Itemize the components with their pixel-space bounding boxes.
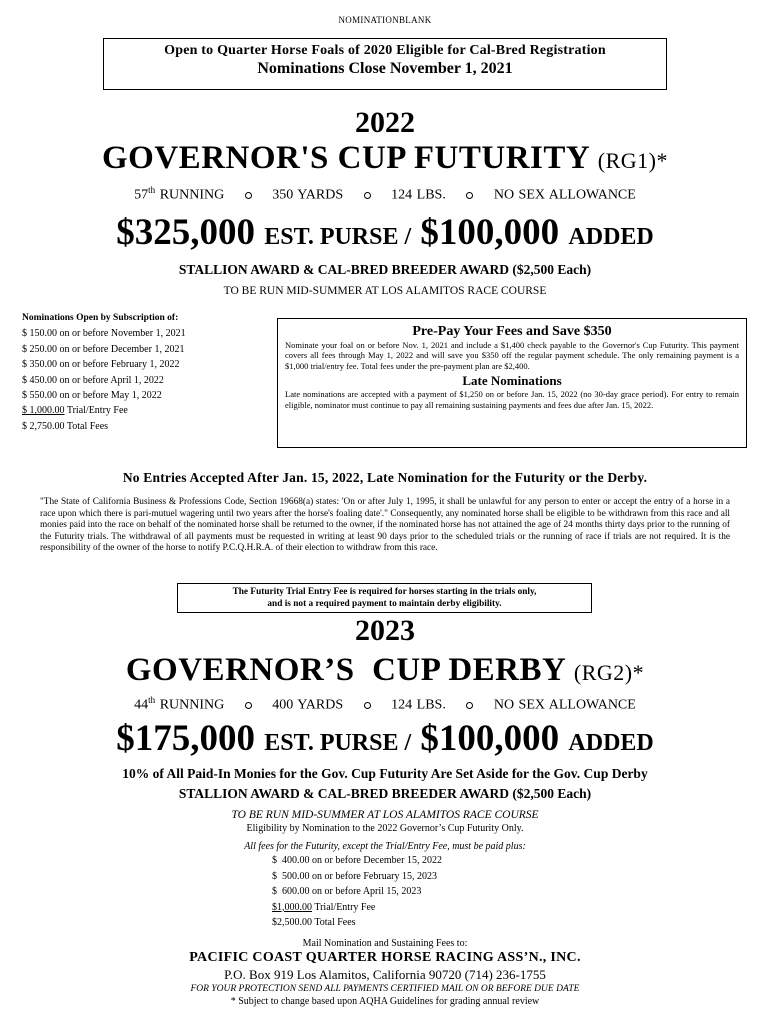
derby-eligibility: Eligibility by Nomination to the 2022 Governor’s Cup Futurity Only. bbox=[246, 823, 524, 834]
derby-name: GOVERNOR’S CUP DERBY bbox=[125, 652, 566, 688]
bullet-icon bbox=[245, 702, 252, 709]
late-nominations-text: Late nominations are accepted with a payment of $1,250 on or before Jan. 15, 2022 (no 30-day grace period). For entry to remain eligible, nominator must continue to pay all remaining sustaining payments and fees due after Jan. 15, 2022. bbox=[285, 389, 739, 410]
derby-distance: 400 YARDS bbox=[272, 697, 344, 713]
fee-item: $ 600.00 on or before April 15, 2023 bbox=[272, 886, 422, 898]
mail-line: Mail Nomination and Sustaining Fees to: bbox=[302, 938, 468, 949]
derby-set-aside: 10% of All Paid-In Monies for the Gov. Cup Futurity Are Set Aside for the Gov. Cup Derby bbox=[122, 766, 648, 781]
futurity-run-line: TO BE RUN MID-SUMMER AT LOS ALAMITOS RACE COURSE bbox=[223, 285, 547, 297]
futurity-purse-amount: $325,000 bbox=[116, 212, 255, 253]
futurity-weight: 124 LBS. bbox=[391, 187, 446, 203]
fees-heading: Nominations Open by Subscription of: bbox=[22, 313, 179, 323]
prepay-title: Pre-Pay Your Fees and Save $350 bbox=[412, 324, 612, 339]
fee-item: $ 450.00 on or before April 1, 2022 bbox=[22, 374, 164, 386]
form-tag: NOMINATIONBLANK bbox=[338, 15, 432, 25]
futurity-added-word: ADDED bbox=[568, 224, 654, 250]
prepay-text: Nominate your foal on or before Nov. 1, 2021 and include a $1,400 check payable to the Governor's Cup Futurity. This payment covers all fees through May 1, 2022 and will save you $350 off the regular payment schedule. The only remaining payment is a $1,000 trial/entry fee. Total fees under the pre-payment plan are $2,400. bbox=[285, 340, 739, 371]
futurity-fee-schedule bbox=[22, 311, 186, 434]
futurity-added-amount: $100,000 bbox=[420, 212, 560, 253]
open-line: Open to Quarter Horse Foals of 2020 Eligible for Cal-Bred Registration bbox=[164, 43, 606, 58]
futurity-purse bbox=[0, 211, 770, 254]
bullet-icon bbox=[364, 192, 371, 199]
derby-run-line: TO BE RUN MID-SUMMER AT LOS ALAMITOS RACE COURSE bbox=[231, 809, 539, 821]
bullet-icon bbox=[364, 702, 371, 709]
trial-fee-label: Trial/Entry Fee bbox=[66, 405, 128, 417]
derby-purse-amount: $175,000 bbox=[116, 718, 255, 759]
futurity-grade: (RG1)* bbox=[597, 148, 668, 173]
legal-text: "The State of California Business & Professions Code, Section 19668(a) states: 'On or after July 1, 1995, it shall be unlawful for any person to enter or accept the entry of a horse in a race upon which there is pari-mutuel wagering until two years after the horse's foaling date'." Consequently, any nominated horse shall be eligible to be withdrawn from this race and all monies paid into the race on behalf of the nominated horse shall be returned to the owner, if the nominated horse has not attained the age of 24 months thirty days prior to the running of the Futurity trials. The withdrawal of all payments must be requested in writing at least 90 days prior to the scheduled trials or the running of race if trials are not required. It is the responsibility of the owner of the horse to notify P.C.Q.H.R.A. of their election to withdraw from this race. bbox=[40, 497, 730, 554]
fee-item: $ 150.00 on or before November 1, 2021 bbox=[22, 328, 186, 340]
trial-fee-item bbox=[272, 900, 442, 916]
futurity-purse-mid: EST. PURSE / bbox=[264, 224, 412, 250]
derby-running-num: 44 bbox=[134, 697, 149, 713]
futurity-running-sup: th bbox=[148, 185, 156, 195]
derby-purse-mid: EST. PURSE / bbox=[264, 730, 412, 756]
trial-box-line2: and is not a required payment to maintain derby eligibility. bbox=[267, 599, 502, 609]
trial-fee-box bbox=[177, 583, 592, 613]
fee-item: $ 500.00 on or before February 15, 2023 bbox=[272, 870, 437, 882]
no-entries-notice: No Entries Accepted After Jan. 15, 2022, Late Nomination for the Futurity or the Derby. bbox=[122, 470, 648, 485]
trial-fee-label: Trial/Entry Fee bbox=[314, 901, 376, 913]
futurity-running-word: RUNNING bbox=[159, 187, 225, 203]
futurity-running-num: 57 bbox=[134, 187, 149, 203]
derby-award-line: STALLION AWARD & CAL-BRED BREEDER AWARD ($2,500 Each) bbox=[178, 786, 592, 801]
bullet-icon bbox=[466, 192, 473, 199]
open-to-box bbox=[103, 38, 667, 90]
futurity-distance: 350 YARDS bbox=[272, 187, 344, 203]
total-fees: $ 2,750.00 Total Fees bbox=[22, 420, 109, 432]
derby-title bbox=[0, 652, 770, 689]
futurity-year: 2022 bbox=[355, 106, 415, 139]
derby-fee-schedule bbox=[272, 853, 442, 931]
trial-box-line1: The Futurity Trial Entry Fee is required for horses starting in the trials only, bbox=[232, 587, 537, 597]
total-fees: $2,500.00 Total Fees bbox=[272, 917, 356, 929]
trial-fee-amount: $ 1,000.00 bbox=[22, 405, 65, 417]
derby-added-word: ADDED bbox=[568, 730, 654, 756]
late-nominations-title: Late Nominations bbox=[462, 373, 562, 389]
derby-fees-intro: All fees for the Futurity, except the Trial/Entry Fee, must be paid plus: bbox=[244, 841, 526, 852]
derby-grade: (RG2)* bbox=[573, 660, 645, 685]
bullet-icon bbox=[466, 702, 473, 709]
trial-fee-item bbox=[22, 403, 186, 418]
futurity-award-line: STALLION AWARD & CAL-BRED BREEDER AWARD ($2,500 Each) bbox=[178, 262, 592, 277]
fee-item: $ 350.00 on or before February 1, 2022 bbox=[22, 359, 180, 371]
prepay-box bbox=[277, 318, 747, 448]
futurity-allowance: NO SEX ALLOWANCE bbox=[493, 187, 636, 203]
futurity-name: GOVERNOR'S CUP FUTURITY bbox=[102, 140, 590, 176]
derby-running-word: RUNNING bbox=[159, 697, 225, 713]
org-name: PACIFIC COAST QUARTER HORSE RACING ASS’N., INC. bbox=[189, 950, 581, 965]
protection-notice: FOR YOUR PROTECTION SEND ALL PAYMENTS CERTIFIED MAIL ON OR BEFORE DUE DATE bbox=[190, 984, 580, 994]
derby-running-sup: th bbox=[148, 695, 156, 705]
derby-weight: 124 LBS. bbox=[391, 697, 446, 713]
futurity-running-line bbox=[0, 185, 770, 204]
close-line: Nominations Close November 1, 2021 bbox=[257, 60, 513, 77]
fee-item: $ 550.00 on or before May 1, 2022 bbox=[22, 390, 162, 402]
derby-year: 2023 bbox=[355, 614, 415, 647]
trial-fee-amount: $1,000.00 bbox=[272, 901, 312, 913]
grading-note: * Subject to change based upon AQHA Guidelines for grading annual review bbox=[230, 996, 540, 1007]
derby-running-line bbox=[0, 695, 770, 714]
bullet-icon bbox=[245, 192, 252, 199]
derby-allowance: NO SEX ALLOWANCE bbox=[493, 697, 636, 713]
fee-item: $ 400.00 on or before December 15, 2022 bbox=[272, 855, 442, 866]
derby-added-amount: $100,000 bbox=[420, 718, 560, 759]
fee-item: $ 250.00 on or before December 1, 2021 bbox=[22, 343, 185, 355]
org-address: P.O. Box 919 Los Alamitos, California 90720 (714) 236-1755 bbox=[224, 967, 546, 982]
futurity-title bbox=[0, 140, 770, 177]
derby-purse bbox=[0, 717, 770, 760]
